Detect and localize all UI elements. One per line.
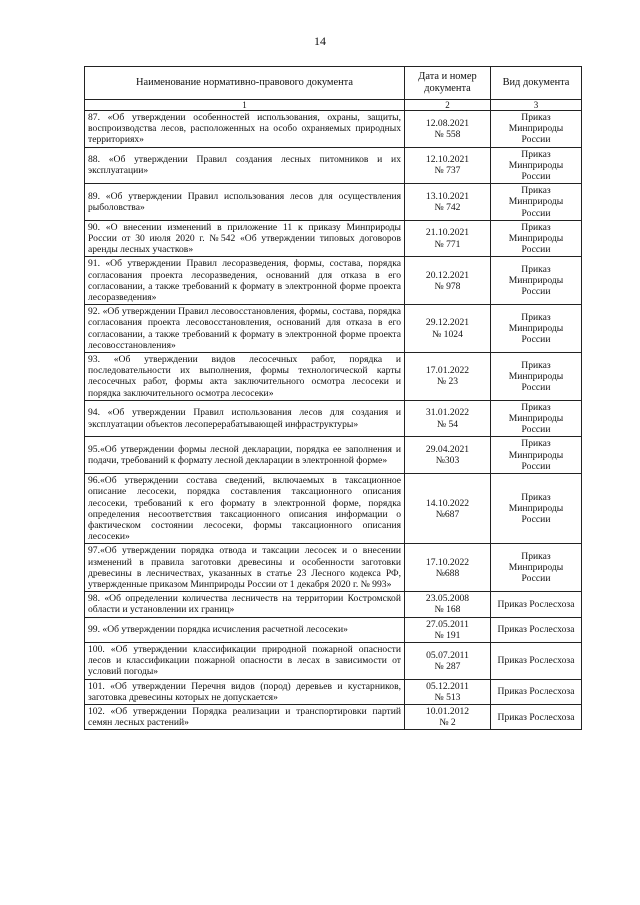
document-date: 12.08.2021 (425, 117, 470, 129)
document-name-cell: 102. «Об утверждении Порядка реализации и транспортировки партий семян лесных растений» (85, 704, 405, 729)
document-type-cell: Приказ Минприроды России (491, 474, 582, 544)
table-row (85, 220, 582, 257)
table-row (85, 437, 582, 474)
date-number-cell (405, 257, 491, 305)
document-type-cell: Приказ Рослесхоза (491, 617, 582, 642)
document-name-cell: 87. «Об утверждении особенностей использования, охраны, защиты, воспроизводства лесов, расположенных на особо охраняемых природных территориях» (85, 111, 405, 148)
document-number: № 54 (436, 418, 459, 430)
document-number: № 287 (434, 660, 461, 672)
document-type-cell: Приказ Минприроды России (491, 257, 582, 305)
document-type-cell: Приказ Минприроды России (491, 400, 582, 437)
documents-table (84, 66, 582, 730)
table-row (85, 257, 582, 305)
document-number: № 558 (434, 128, 461, 140)
document-name-cell: 97.«Об утверждении порядка отвода и таксации лесосек и о внесении изменений в правила заготовки древесины и особенности заготовки древесины в лесничествах, указанных в статье 23 Лесного кодекса РФ, утвержденные приказом Минприроды России от 1 декабря 2020 г. № 993» (85, 544, 405, 592)
document-date: 17.01.2022 (425, 365, 470, 377)
date-number-cell (405, 544, 491, 592)
document-date: 31.01.2022 (425, 407, 470, 419)
table-row (85, 592, 582, 617)
table-row (85, 111, 582, 148)
table-row (85, 704, 582, 729)
document-type-cell: Приказ Минприроды России (491, 147, 582, 184)
document-name-cell: 89. «Об утверждении Правил использования лесов для осуществления рыболовства» (85, 184, 405, 221)
document-date: 29.12.2021 (425, 317, 470, 329)
document-date: 17.10.2022 (425, 556, 470, 568)
date-number-cell (405, 400, 491, 437)
document-name-cell: 91. «Об утверждении Правил лесоразведения, формы, состава, порядка согласования проекта лесоразведения, оснований для отказа в его согласовании, а также требований к формату в электронной форме проекта лесоразведения» (85, 257, 405, 305)
table-row (85, 184, 582, 221)
document-number: № 23 (436, 376, 459, 388)
date-number-cell (405, 184, 491, 221)
document-date: 27.05.2011 (426, 618, 469, 630)
document-number: № 168 (434, 604, 461, 616)
document-number: №688 (435, 567, 460, 579)
document-type-cell: Приказ Рослесхоза (491, 592, 582, 617)
table-row (85, 679, 582, 704)
document-date: 29.04.2021 (425, 444, 470, 456)
document-number: № 742 (434, 202, 461, 214)
document-date: 12.10.2021 (425, 154, 470, 166)
document-date: 05.12.2011 (426, 680, 469, 692)
date-number-cell (405, 592, 491, 617)
date-number-cell (405, 474, 491, 544)
column-number: 1 (85, 100, 405, 111)
document-number: № 771 (434, 238, 461, 250)
date-number-cell (405, 220, 491, 257)
header-document-name: Наименование нормативно-правового документа (85, 67, 405, 100)
document-type-cell: Приказ Рослесхоза (491, 679, 582, 704)
column-number: 3 (491, 100, 582, 111)
document-type-cell: Приказ Минприроды России (491, 544, 582, 592)
table-row (85, 305, 582, 353)
table-row (85, 147, 582, 184)
document-name-cell: 98. «Об определении количества лесничеств на территории Костромской области и установлении их границ» (85, 592, 405, 617)
table-row (85, 353, 582, 401)
column-number-row (85, 100, 582, 111)
document-number: № 191 (434, 629, 461, 641)
document-number: №687 (435, 508, 460, 520)
document-name-cell: 95.«Об утверждении формы лесной декларации, порядка ее заполнения и подачи, требований к формату лесной декларации в электронной форме» (85, 437, 405, 474)
date-number-cell (405, 617, 491, 642)
document-date: 14.10.2022 (425, 497, 470, 509)
table-row (85, 642, 582, 679)
document-name-cell: 101. «Об утверждении Перечня видов (пород) деревьев и кустарников, заготовка древесины которых не допускается» (85, 679, 405, 704)
document-name-cell: 90. «О внесении изменений в приложение 11 к приказу Минприроды России от 30 июля 2020 г. №542 «Об утверждении типовых договоров аренды лесных участков» (85, 220, 405, 257)
header-date-number: Дата и номер документа (405, 67, 491, 100)
table-row (85, 544, 582, 592)
document-name-cell: 92. «Об утверждении Правил лесовосстановления, формы, состава, порядка согласования проекта лесовосстановления, оснований для отказа в его согласовании, а также требований к формату в электронной форме проекта лесовосстановления» (85, 305, 405, 353)
date-number-cell (405, 642, 491, 679)
document-name-cell: 99. «Об утверждении порядка исчисления расчетной лесосеки» (85, 617, 405, 642)
page-number: 14 (314, 34, 326, 48)
document-type-cell: Приказ Минприроды России (491, 437, 582, 474)
document-date: 13.10.2021 (425, 190, 470, 202)
column-number: 2 (405, 100, 491, 111)
header-document-type: Вид документа (491, 67, 582, 100)
document-number: № 513 (434, 691, 461, 703)
table-row (85, 400, 582, 437)
document-type-cell: Приказ Рослесхоза (491, 704, 582, 729)
date-number-cell (405, 704, 491, 729)
table-row (85, 474, 582, 544)
date-number-cell (405, 305, 491, 353)
table-header-row (85, 67, 582, 100)
document-name-cell: 96.«Об утверждении состава сведений, включаемых в таксационное описание лесосеки, порядка составления таксационного описания лесосеки, требований к его формату в электронной форме, порядка определения несоответствия таксационного описания информации о фактическом состоянии лесосеки, формы таксационного описания лесосеки» (85, 474, 405, 544)
document-type-cell: Приказ Минприроды России (491, 305, 582, 353)
document-name-cell: 93. «Об утверждении видов лесосечных работ, порядка и последовательности их выполнения, формы технологической карты лесосечных работ, формы акта заключительного осмотра лесосеки и порядка заключительного осмотра лесосеки» (85, 353, 405, 401)
document-date: 10.01.2012 (425, 705, 470, 717)
document-number: №303 (435, 455, 460, 467)
document-number: № 1024 (432, 328, 463, 340)
document-type-cell: Приказ Минприроды России (491, 111, 582, 148)
document-date: 05.07.2011 (426, 649, 469, 661)
document-date: 23.05.2008 (425, 593, 470, 605)
date-number-cell (405, 111, 491, 148)
date-number-cell (405, 437, 491, 474)
document-name-cell: 94. «Об утверждении Правил использования лесов для создания и эксплуатации объектов лесоперерабатывающей инфраструктуры» (85, 400, 405, 437)
date-number-cell (405, 679, 491, 704)
date-number-cell (405, 353, 491, 401)
document-type-cell: Приказ Минприроды России (491, 220, 582, 257)
document-type-cell: Приказ Рослесхоза (491, 642, 582, 679)
document-name-cell: 88. «Об утверждении Правил создания лесных питомников и их эксплуатации» (85, 147, 405, 184)
document-type-cell: Приказ Минприроды России (491, 184, 582, 221)
table-row (85, 617, 582, 642)
date-number-cell (405, 147, 491, 184)
document-date: 21.10.2021 (425, 227, 470, 239)
document-number: № 737 (434, 165, 461, 177)
document-number: № 978 (434, 280, 461, 292)
document-date: 20.12.2021 (425, 269, 470, 281)
document-type-cell: Приказ Минприроды России (491, 353, 582, 401)
document-name-cell: 100. «Об утверждении классификации природной пожарной опасности лесов и классификации пожарной опасности в лесах в зависимости от условий погоды» (85, 642, 405, 679)
document-number: № 2 (439, 717, 456, 729)
